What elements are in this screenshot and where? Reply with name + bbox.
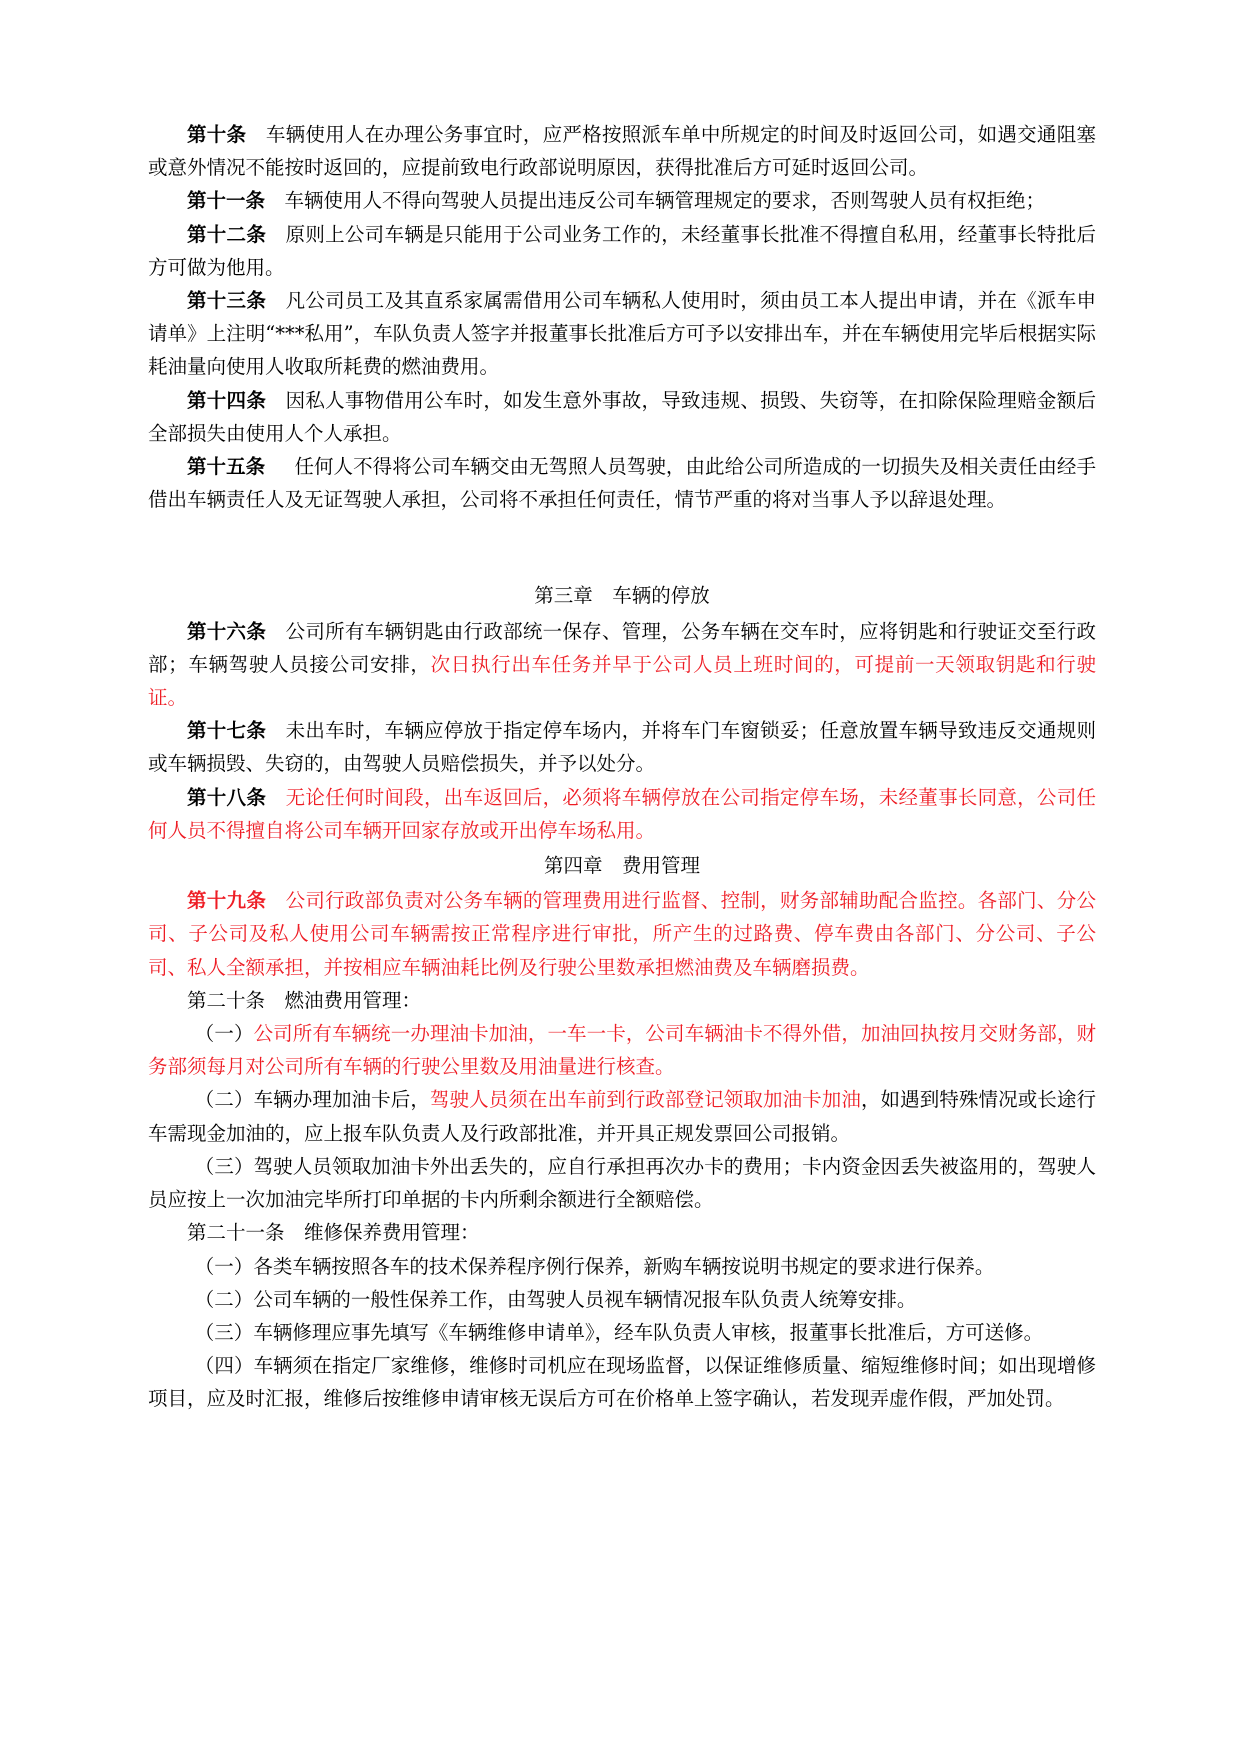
item-number: （三） (194, 1154, 254, 1178)
article-label: 第十三条 (187, 289, 267, 313)
article-14 (148, 384, 1096, 450)
article-text: 燃油费用管理： (284, 988, 422, 1012)
article-label: 第十二条 (187, 222, 267, 246)
article-11 (148, 184, 1096, 217)
item-number: （二） (194, 1287, 254, 1311)
item-text: 各类车辆按照各车的技术保养程序例行保养，新购车辆按说明书规定的要求进行保养。 (253, 1254, 995, 1278)
article-21-item-4 (148, 1349, 1096, 1415)
article-label: 第二十条 (187, 988, 266, 1012)
article-text: 未出车时，车辆应停放于指定停车场内，并将车门车窗锁妥；任意放置车辆导致违反交通规则或车辆损毁、失窃的，由驾驶人员赔偿损失，并予以处分。 (148, 719, 1096, 776)
item-text: 驾驶人员领取加油卡外出丢失的，应自行承担再次办卡的费用；卡内资金因丢失被盗用的，驾驶人员应按上一次加油完毕所打印单据的卡内所剩余额进行全额赔偿。 (148, 1154, 1096, 1212)
article-20-item-3 (148, 1150, 1096, 1216)
article-label: 第十九条 (187, 889, 267, 913)
item-text: 车辆须在指定厂家维修，维修时司机应在现场监督，以保证维修质量、缩短维修时间；如出现增修项目，应及时汇报，维修后按维修申请审核无误后方可在价格单上签字确认，若发现弄虚作假，严加处罚。 (148, 1354, 1096, 1411)
item-number: （一） (194, 1254, 254, 1278)
article-text: 因私人事物借用公车时，如发生意外事故，导致违规、损毁、失窃等，在扣除保险理赔金额后全部损失由使用人个人承担。 (148, 388, 1096, 445)
article-20-item-1 (148, 1017, 1096, 1083)
article-15 (148, 450, 1096, 516)
highlighted-text: 公司行政部负责对公务车辆的管理费用进行监督、控制，财务部辅助配合监控。各部门、分公司、子公司及私人使用公司车辆需按正常程序进行审批，所产生的过路费、停车费由各部门、分公司、子公司、私人全额承担，并按相应车辆油耗比例及行驶公里数承担燃油费及车辆磨损费。 (148, 889, 1096, 979)
item-number: （一） (194, 1022, 254, 1046)
article-16 (148, 615, 1096, 715)
article-21-item-2 (148, 1283, 1096, 1316)
item-number: （二） (194, 1088, 254, 1112)
article-label: 第十七条 (187, 719, 267, 743)
article-label: 第十六条 (187, 619, 267, 643)
article-text: 凡公司员工及其直系家属需借用公司车辆私人使用时，须由员工本人提出申请，并在《派车申请单》上注明“***私用”，车队负责人签字并报董事长批准后方可予以安排出车，并在车辆使用完毕后根据实际耗油量向使用人收取所耗费的燃油费用。 (148, 289, 1096, 379)
highlighted-text: 次日执行出车任务并早于公司人员上班时间的，可提前一天领取钥匙和行驶证。 (148, 652, 1096, 710)
article-10 (148, 118, 1096, 184)
article-text: 车辆使用人在办理公务事宜时，应严格按照派车单中所规定的时间及时返回公司，如遇交通阻塞或意外情况不能按时返回的，应提前致电行政部说明原因，获得批准后方可延时返回公司。 (148, 123, 1096, 180)
article-label: 第十八条 (187, 785, 267, 809)
article-19 (148, 884, 1096, 984)
article-label: 第十四条 (187, 388, 267, 412)
article-text: 任何人不得将公司车辆交由无驾照人员驾驶，由此给公司所造成的一切损失及相关责任由经手借出车辆责任人及无证驾驶人承担，公司将不承担任何责任，情节严重的将对当事人予以辞退处理。 (148, 455, 1096, 512)
article-20-item-2 (148, 1083, 1096, 1149)
item-text: ，如遇到特殊情况或长途行车需现金加油的，应上报车队负责人及行政部批准，并开具正规发票回公司报销。 (148, 1088, 1096, 1145)
article-21-item-3 (148, 1316, 1096, 1349)
highlighted-text: 公司所有车辆统一办理油卡加油，一车一卡，公司车辆油卡不得外借，加油回执按月交财务部，财务部须每月对公司所有车辆的行驶公里数及用油量进行核查。 (148, 1022, 1096, 1079)
item-number: （四） (194, 1354, 254, 1378)
article-21-item-1 (148, 1250, 1096, 1283)
article-21 (148, 1216, 1096, 1249)
item-text: 车辆修理应事先填写《车辆维修申请单》，经车队负责人审核，报董事长批准后，方可送修。 (253, 1320, 1044, 1344)
article-text: 车辆使用人不得向驾驶人员提出违反公司车辆管理规定的要求，否则驾驶人员有权拒绝； (284, 189, 1046, 213)
item-text: 车辆办理加油卡后， (253, 1088, 430, 1112)
article-label: 第二十一条 (187, 1221, 285, 1245)
document-page (148, 118, 1096, 1416)
article-text: 公司所有车辆钥匙由行政部统一保存、管理，公务车辆在交车时，应将钥匙和行驶证交至行政部；车辆驾驶人员接公司安排， (148, 619, 1096, 676)
article-text: 维修保养费用管理： (304, 1221, 480, 1245)
article-17 (148, 714, 1096, 780)
article-label: 第十五条 (187, 455, 266, 479)
item-text: 公司车辆的一般性保养工作，由驾驶人员视车辆情况报车队负责人统筹安排。 (253, 1287, 917, 1311)
article-20 (148, 984, 1096, 1017)
article-label: 第十一条 (187, 189, 266, 213)
article-text: 原则上公司车辆是只能用于公司业务工作的，未经董事长批准不得擅自私用，经董事长特批后方可做为他用。 (148, 222, 1096, 279)
article-13 (148, 284, 1096, 384)
item-number: （三） (194, 1320, 254, 1344)
article-label: 第十条 (187, 123, 247, 146)
highlighted-text: 驾驶人员须在出车前到行政部登记领取加油卡加油 (429, 1088, 861, 1112)
chapter-3-title: 第三章 车辆的停放 (534, 584, 710, 608)
article-18 (148, 781, 1096, 847)
article-12 (148, 218, 1096, 284)
chapter-4-title: 第四章 费用管理 (543, 854, 700, 878)
highlighted-text: 无论任何时间段，出车返回后，必须将车辆停放在公司指定停车场，未经董事长同意，公司任何人员不得擅自将公司车辆开回家存放或开出停车场私用。 (148, 785, 1096, 842)
